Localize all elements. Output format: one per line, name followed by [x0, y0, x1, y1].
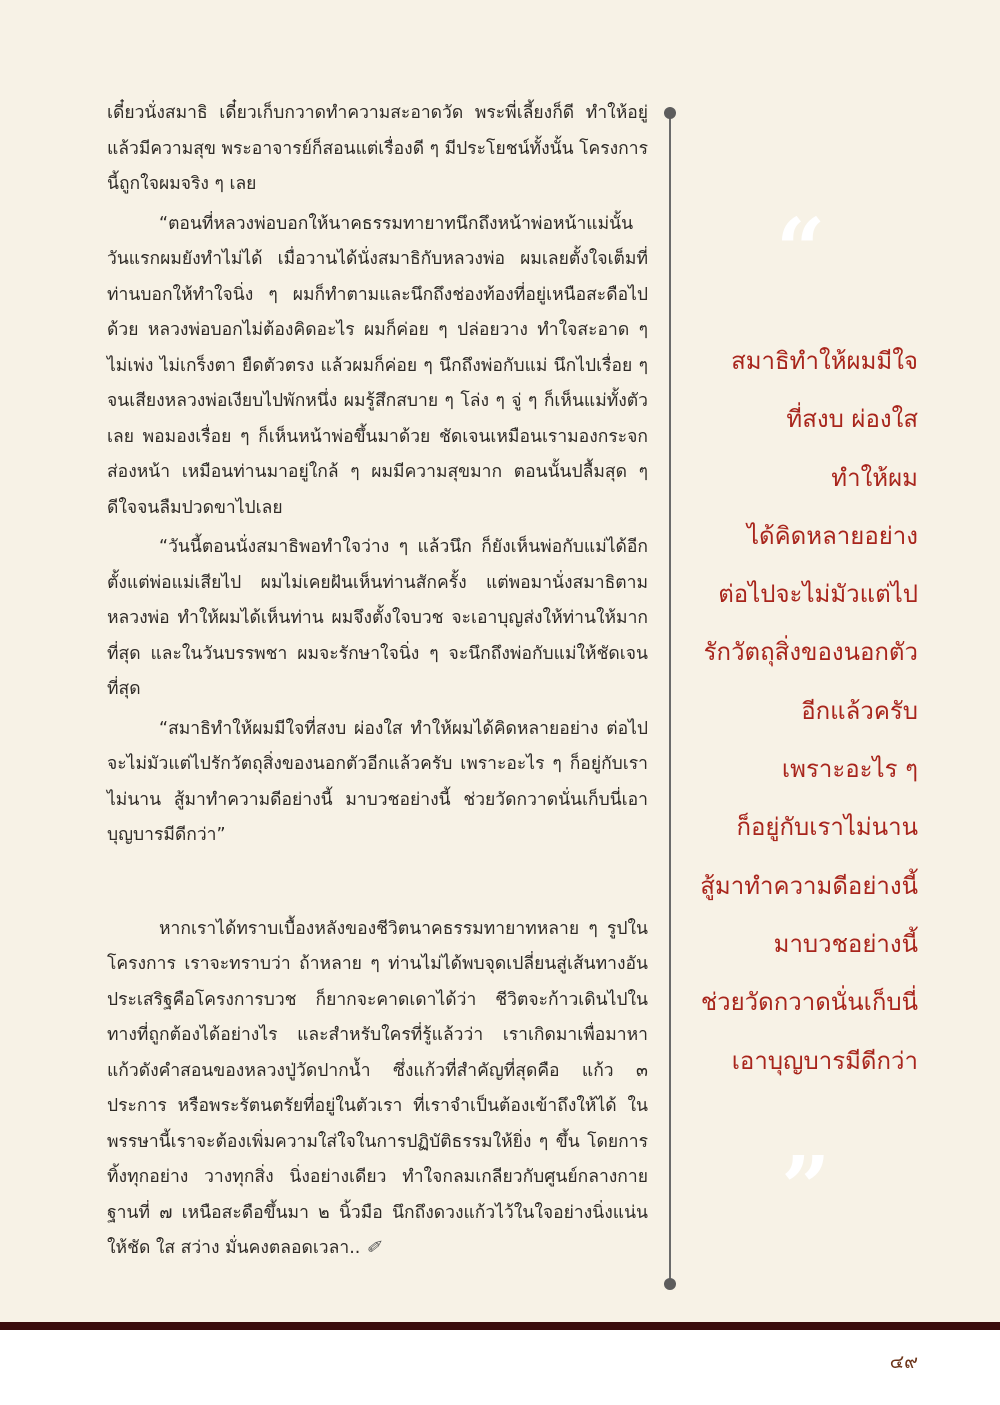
pull-quote-line: ต่อไปจะไม่มัวแต่ไป — [718, 580, 918, 609]
pull-quote-line: รักวัตถุสิ่งของนอกตัว — [703, 638, 918, 667]
pull-quote-line: ก็อยู่กับเราไม่นาน — [736, 813, 918, 842]
paragraph-2: “ตอนที่หลวงพ่อบอกให้นาคธรรมทายาทนึกถึงหน้าพ่อหน้าแม่นั้น วันแรกผมยังทำไม่ได้ เมื่อวานได้นั่งสมาธิกับหลวงพ่อ ผมเลยตั้งใจเต็มที่ ท่านบอกให้ทำใจนิ่ง ๆ ผมก็ทำตามและนึกถึงช่องท้องที่อยู่เหนือสะดือไปด้วย หลวงพ่อบอกไม่ต้องคิดอะไร ผมก็ค่อย ๆ ปล่อยวาง ทำใจสะอาด ๆ ไม่เพ่ง ไม่เกร็งตา ยืดตัวตรง แล้วผมก็ค่อย ๆ นึกถึงพ่อกับแม่ นึกไปเรื่อย ๆ จนเสียงหลวงพ่อเงียบไปพักหนึ่ง ผมรู้สึกสบาย ๆ โล่ง ๆ จู่ ๆ ก็เห็นแม่ทั้งตัวเลย พอมองเรื่อย ๆ ก็เห็นหน้าพ่อขึ้นมาด้วย ชัดเจนเหมือนเรามองกระจกส่องหน้า เหมือนท่านมาอยู่ใกล้ ๆ ผมมีความสุขมาก ตอนนั้นปลื้มสุด ๆ ดีใจจนลืมปวดขาไปเลย — [107, 213, 648, 518]
pull-quote-line: ได้คิดหลายอย่าง — [746, 521, 918, 550]
pull-quote-line: สู้มาทำความดีอย่างนี้ — [700, 871, 918, 900]
pull-quote-line: เพราะอะไร ๆ — [781, 755, 918, 784]
pull-quote-line: ที่สงบ ผ่องใส — [786, 405, 918, 434]
pull-quote-line: อีกแล้วครับ — [801, 696, 918, 725]
page-number: ๔๙ — [889, 1351, 918, 1373]
pull-quote-line: สมาธิทำให้ผมมีใจ — [731, 347, 918, 375]
article-body — [107, 96, 648, 1267]
pull-quote-line: ทำให้ผม — [831, 463, 918, 492]
bottom-rule — [0, 1322, 1000, 1330]
end-mark-icon: ✐ — [365, 1238, 381, 1258]
paragraph-3: “วันนี้ตอนนั่งสมาธิพอทำใจว่าง ๆ แล้วนึก ก็ยังเห็นพ่อกับแม่ได้อีก ตั้งแต่พ่อแม่เสียไป ผมไม่เคยฝันเห็นท่านสักครั้ง แต่พอมานั่งสมาธิตามหลวงพ่อ ทำให้ผมได้เห็นท่าน ผมจึงตั้งใจบวช จะเอาบุญส่งให้ท่านให้มากที่สุด และในวันบรรพชา ผมจะรักษาใจนิ่ง ๆ จะนึกถึงพ่อกับแม่ให้ชัดเจนที่สุด — [107, 537, 648, 699]
pull-quote — [690, 332, 918, 1090]
vertical-divider — [669, 113, 671, 1285]
divider-bottom-dot — [664, 1278, 676, 1290]
pull-quote-line: มาบวชอย่างนี้ — [773, 929, 918, 958]
paragraph-1: เดี๋ยวนั่งสมาธิ เดี๋ยวเก็บกวาดทำความสะอาดวัด พระพี่เลี้ยงก็ดี ทำให้อยู่แล้วมีความสุข พระอาจารย์ก็สอนแต่เรื่องดี ๆ มีประโยชน์ทั้งนั้น โครงการนี้ถูกใจผมจริง ๆ เลย — [107, 103, 648, 194]
close-quote-icon: ” — [781, 1138, 831, 1239]
pull-quote-line: เอาบุญบารมีดีกว่า — [731, 1046, 918, 1075]
pull-quote-line: ช่วยวัดกวาดนั่นเก็บนี่ — [700, 988, 918, 1017]
open-quote-icon: “ — [776, 200, 826, 301]
paragraph-5 — [107, 912, 648, 1267]
paragraph-4: “สมาธิทำให้ผมมีใจที่สงบ ผ่องใส ทำให้ผมได้คิดหลายอย่าง ต่อไปจะไม่มัวแต่ไปรักวัตถุสิ่งของนอกตัวอีกแล้วครับ เพราะอะไร ๆ ก็อยู่กับเราไม่นาน สู้มาทำความดีอย่างนี้ มาบวชอย่างนี้ ช่วยวัดกวาดนั่นเก็บนี่เอาบุญบารมีดีกว่า” — [107, 718, 648, 845]
paragraph-5-text: หากเราได้ทราบเบื้องหลังของชีวิตนาคธรรมทายาทหลาย ๆ รูปในโครงการ เราจะทราบว่า ถ้าหลาย ๆ ท่านไม่ได้พบจุดเปลี่ยนสู่เส้นทางอันประเสริฐคือโครงการบวช ก็ยากจะคาดเดาได้ว่า ชีวิตจะก้าวเดินไปในทางที่ถูกต้องได้อย่างไร และสำหรับใครที่รู้แล้วว่า เราเกิดมาเพื่อมาหาแก้วดังคำสอนของหลวงปู่วัดปากน้ำ ซึ่งแก้วที่สำคัญที่สุดคือ แก้ว ๓ ประการ หรือพระรัตนตรัยที่อยู่ในตัวเรา ที่เราจำเป็นต้องเข้าถึงให้ได้ ในพรรษานี้เราจะต้องเพิ่มความใส่ใจในการปฏิบัติธรรมให้ยิ่ง ๆ ขึ้น โดยการทิ้งทุกอย่าง วางทุกสิ่ง นิ่งอย่างเดียว ทำใจกลมเกลียวกับศูนย์กลางกายฐานที่ ๗ เหนือสะดือขึ้นมา ๒ นิ้วมือ นึกถึงดวงแก้วไว้ในใจอย่างนิ่งแน่น ให้ชัด ใส สว่าง มั่นคงตลอดเวลา.. — [107, 918, 648, 1258]
divider-top-dot — [664, 107, 676, 119]
